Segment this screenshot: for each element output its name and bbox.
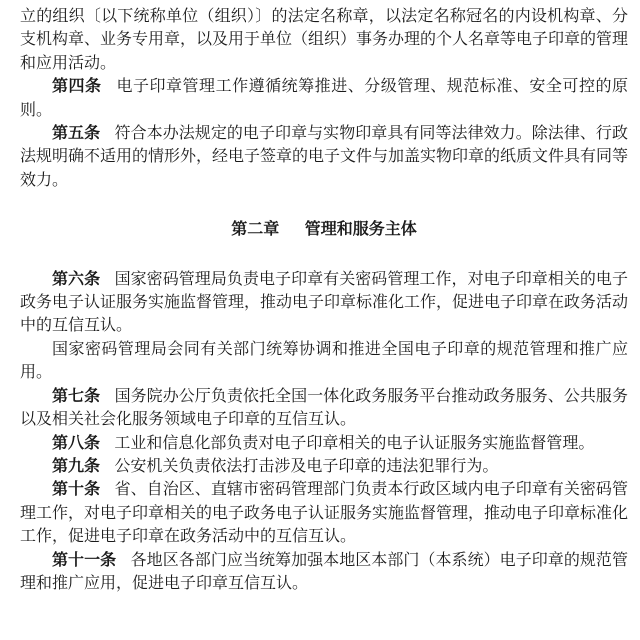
article-11-label: 第十一条	[52, 549, 117, 569]
article-8	[20, 431, 628, 454]
article-9-label: 第九条	[52, 455, 101, 475]
article-5-text: 符合本办法规定的电子印章与实物印章具有同等法律效力。除法律、行政法规明确不适用的情形外，经电子签章的电子文件与加盖实物印章的纸质文件具有同等效力。	[20, 123, 629, 189]
article-10	[20, 477, 628, 547]
article-11	[20, 548, 628, 595]
article-4-text: 电子印章管理工作遵循统筹推进、分级管理、规范标准、安全可控的原则。	[20, 76, 628, 119]
article-4-label: 第四条	[52, 76, 102, 96]
article-8-label: 第八条	[52, 432, 101, 452]
article-4	[20, 74, 628, 121]
article-9	[20, 454, 628, 477]
article-9-text: 公安机关负责依法打击涉及电子印章的违法犯罪行为。	[114, 455, 499, 475]
article-5	[20, 121, 628, 191]
article-6-extra: 国家密码管理局会同有关部门统筹协调和推进全国电子印章的规范管理和推广应用。	[20, 338, 628, 382]
article-7	[20, 384, 628, 431]
chapter-heading	[20, 191, 628, 266]
article-6	[20, 267, 628, 337]
article-10-label: 第十条	[52, 479, 101, 499]
article-6-text: 国家密码管理局负责电子印章有关密码管理工作，对电子印章相关的电子政务电子认证服务实施监督管理，推动电子印章标准化工作，促进电子印章在政务活动中的互信互认。	[20, 268, 629, 335]
top-paragraph: 立的组织〔以下统称单位（组织）〕的法定名称章，以法定名称冠名的内设机构章、分支机构章、业务专用章，以及用于单位（组织）事务办理的个人名章等电子印章的管理和应用活动。	[20, 6, 629, 72]
article-8-text: 工业和信息化部负责对电子印章相关的电子认证服务实施监督管理。	[114, 432, 595, 452]
chapter-number: 第二章	[231, 219, 280, 239]
article-10-text: 省、自治区、直辖市密码管理部门负责本行政区域内电子印章有关密码管理工作，对电子印章相关的电子政务电子认证服务实施监督管理，推动电子印章标准化工作，促进电子印章在政务活动中的互信互认。	[20, 479, 629, 546]
chapter-title: 管理和服务主体	[304, 219, 417, 239]
article-11-text: 各地区各部门应当统筹加强本地区本部门（本系统）电子印章的规范管理和推广应用，促进电子印章互信互认。	[20, 549, 628, 592]
article-7-text: 国务院办公厅负责依托全国一体化政务服务平台推动政务服务、公共服务以及相关社会化服务领域电子印章的互信互认。	[20, 385, 628, 429]
article-6-label: 第六条	[52, 268, 101, 288]
article-7-label: 第七条	[52, 385, 101, 405]
article-5-label: 第五条	[52, 123, 101, 143]
document-page	[20, 4, 628, 594]
